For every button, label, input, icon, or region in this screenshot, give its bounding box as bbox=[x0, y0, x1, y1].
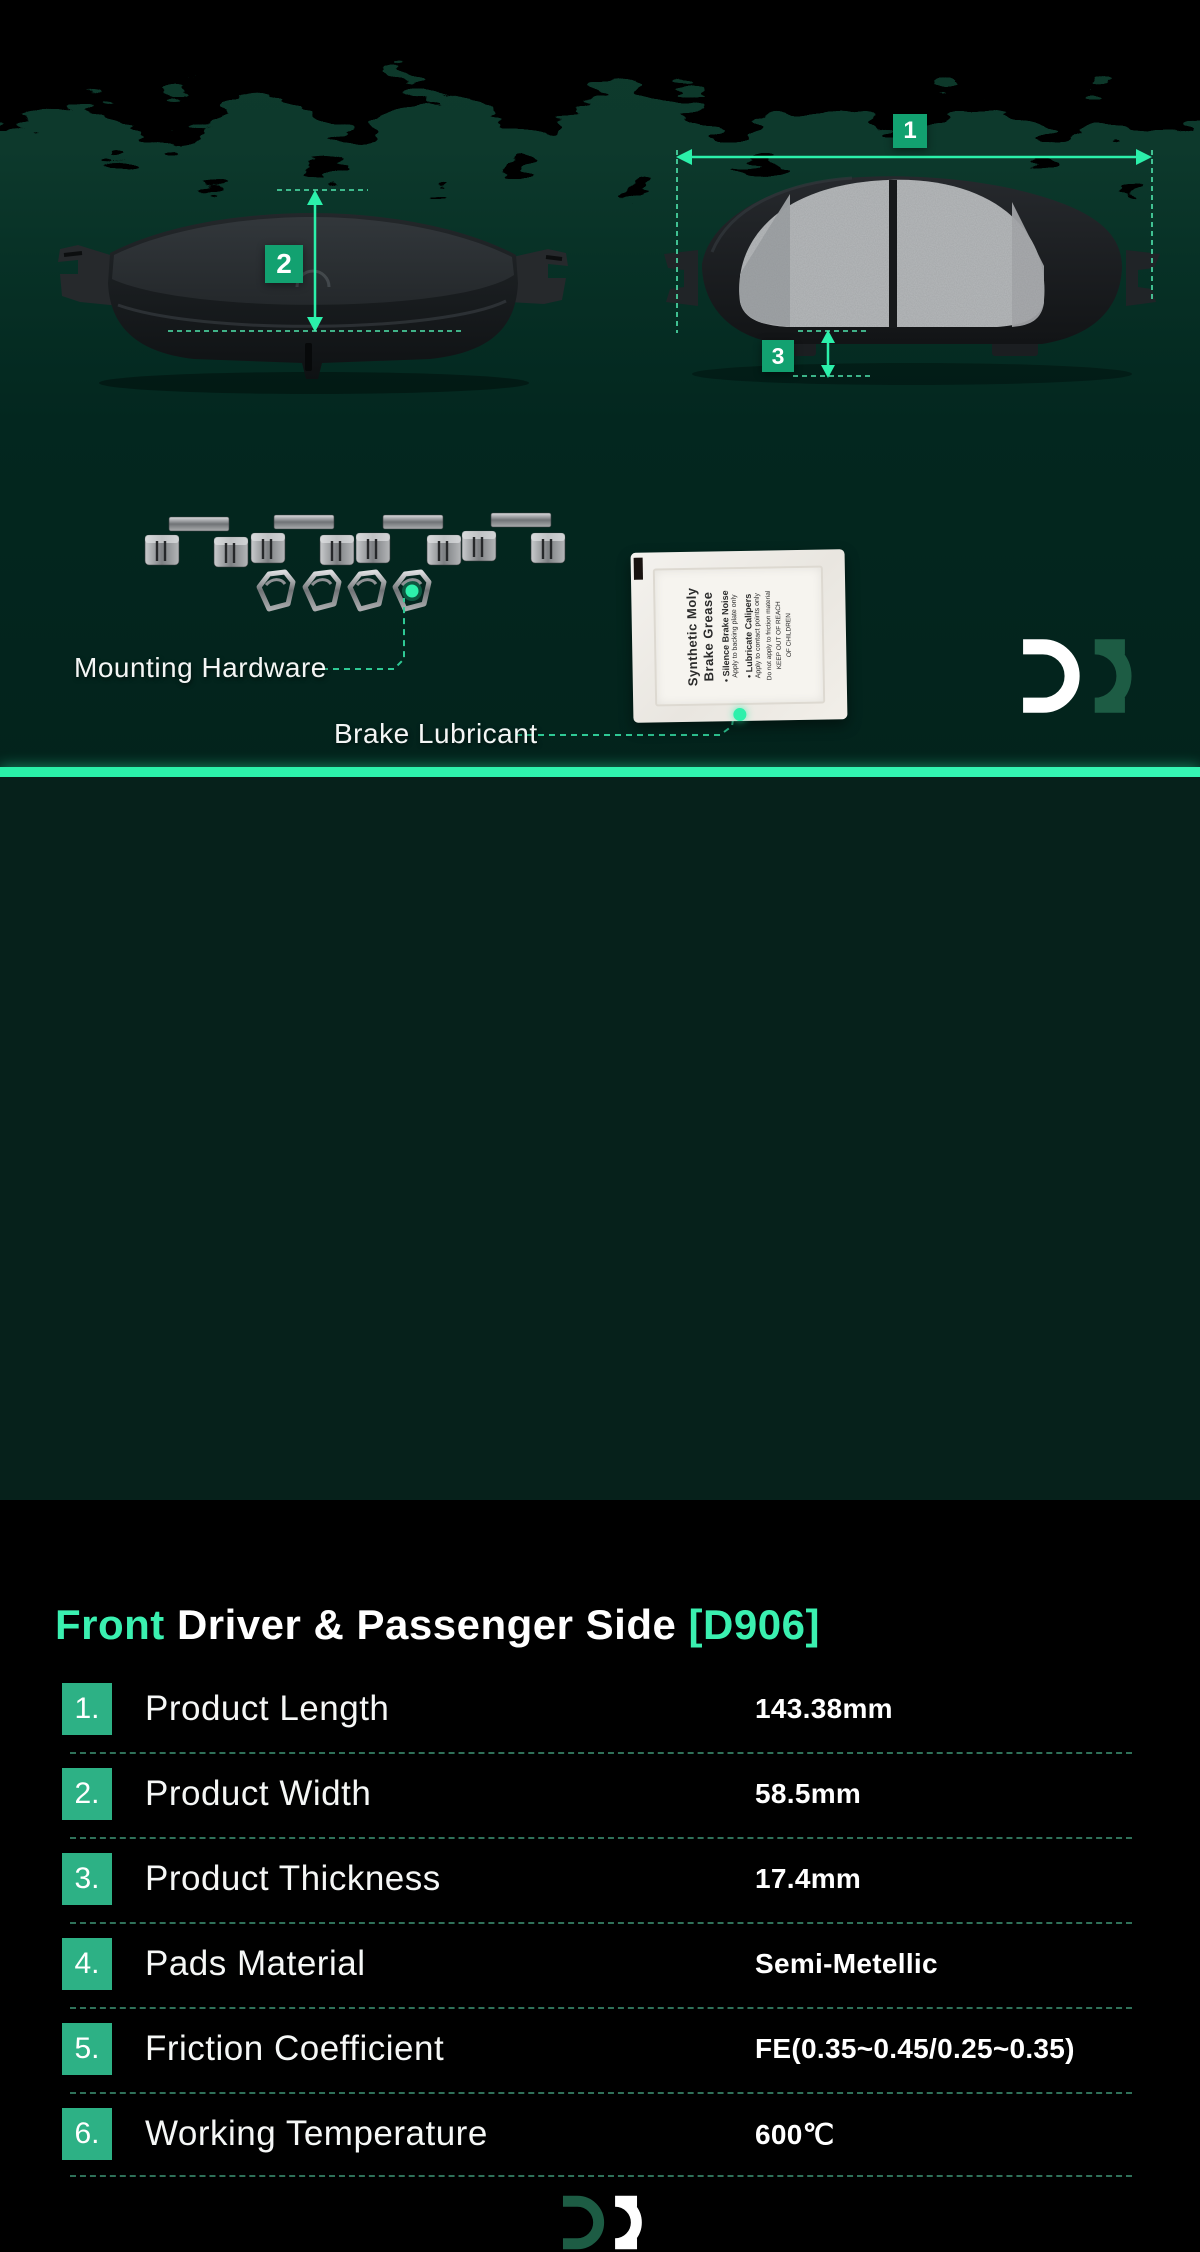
brake-lubricant-label: Brake Lubricant bbox=[334, 718, 538, 749]
row-number-badge: 2. bbox=[62, 1768, 112, 1820]
packet-text bbox=[683, 559, 795, 713]
measurement-arrows bbox=[0, 0, 1200, 460]
brand-logo bbox=[1008, 636, 1140, 716]
row-value: FE(0.35~0.45/0.25~0.35) bbox=[755, 2033, 1075, 2064]
title-code: [D906] bbox=[688, 1601, 820, 1648]
packet-line: • Lubricate Calipers bbox=[742, 593, 754, 679]
row-number-badge: 3. bbox=[62, 1853, 112, 1905]
title-highlight: Front bbox=[55, 1601, 165, 1648]
packet-line: Apply to backing plate only bbox=[730, 594, 740, 678]
spec-row-product-thickness bbox=[0, 1853, 1200, 1905]
spec-row-working-temperature bbox=[0, 2108, 1200, 2160]
measure-badge-2: 2 bbox=[265, 245, 303, 283]
packet-line: Synthetic Moly bbox=[683, 587, 701, 687]
spec-row-product-length bbox=[0, 1683, 1200, 1735]
row-separator bbox=[70, 1752, 1132, 1754]
measure-badge-3: 3 bbox=[762, 340, 794, 372]
lubricant-pointer-dot bbox=[733, 708, 746, 721]
packet-line: Brake Grease bbox=[700, 591, 717, 682]
row-value: 143.38mm bbox=[755, 1693, 893, 1724]
mounting-hardware-label: Mounting Hardware bbox=[74, 652, 327, 683]
row-number-badge: 6. bbox=[62, 2108, 112, 2160]
packet-line: KEEP OUT OF REACH bbox=[774, 601, 783, 670]
row-label: Product Length bbox=[145, 1689, 390, 1728]
row-label: Pads Material bbox=[145, 1944, 366, 1983]
callout-connectors bbox=[0, 480, 1200, 770]
row-number-badge: 5. bbox=[62, 2023, 112, 2075]
spec-row-friction-coefficient bbox=[0, 2023, 1200, 2075]
row-separator bbox=[70, 2007, 1132, 2009]
section-divider bbox=[0, 767, 1200, 777]
row-number-badge: 1. bbox=[62, 1683, 112, 1735]
brand-logo bbox=[552, 2193, 648, 2252]
spec-row-product-width bbox=[0, 1768, 1200, 1820]
title-main: Driver & Passenger Side bbox=[164, 1601, 689, 1648]
row-label: Product Width bbox=[145, 1774, 372, 1813]
row-value: 17.4mm bbox=[755, 1863, 862, 1894]
row-number-badge: 4. bbox=[62, 1938, 112, 1990]
row-value: 600℃ bbox=[755, 2118, 835, 2150]
packet-line: Apply to contact points only bbox=[753, 593, 763, 679]
row-separator bbox=[70, 1837, 1132, 1839]
brake-lubricant-packet bbox=[631, 549, 848, 723]
row-value: Semi-Metellic bbox=[755, 1948, 938, 1979]
row-label: Working Temperature bbox=[145, 2114, 488, 2153]
row-separator bbox=[70, 2175, 1132, 2177]
packet-line: Do not apply to friction material bbox=[764, 590, 773, 681]
hero-section bbox=[0, 0, 1200, 778]
row-label: Product Thickness bbox=[145, 1859, 441, 1898]
page-title bbox=[55, 1601, 820, 1649]
packet-line: • Silence Brake Noise bbox=[719, 590, 731, 683]
row-value: 58.5mm bbox=[755, 1778, 862, 1809]
row-separator bbox=[70, 2092, 1132, 2094]
row-label: Friction Coefficient bbox=[145, 2029, 445, 2068]
measure-badge-1: 1 bbox=[893, 114, 927, 148]
spec-row-pads-material bbox=[0, 1938, 1200, 1990]
packet-line: OF CHILDREN bbox=[784, 613, 793, 658]
row-separator bbox=[70, 1922, 1132, 1924]
spec-section bbox=[0, 777, 1200, 2153]
packet-ink-mark bbox=[634, 558, 643, 580]
